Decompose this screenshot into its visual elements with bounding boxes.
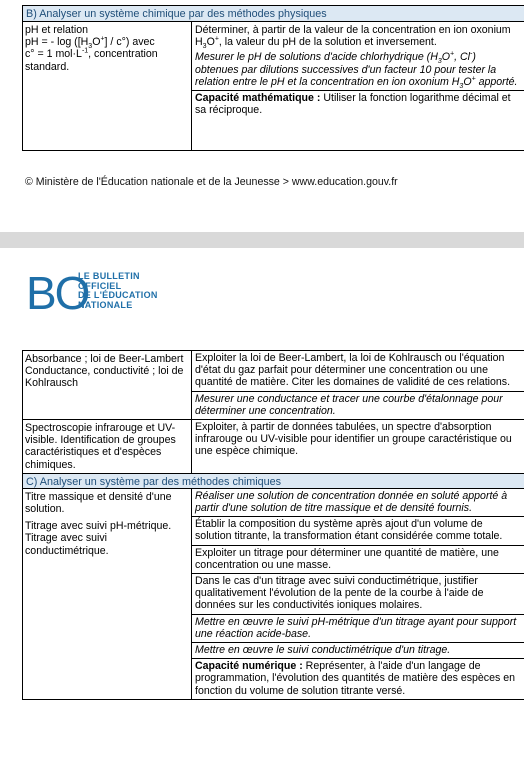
table-row (23, 419, 524, 473)
table-row (23, 22, 524, 150)
bo-logo (26, 267, 176, 319)
notion-text: pH = - $\log ([H_3O^+] / c^\circ)$ avec (25, 35, 155, 51)
capacity-text: Exploiter un titrage pour déterminer une quantité de matière, une concentration ou une masse. (192, 545, 524, 573)
table-row (23, 351, 524, 419)
notions-cell (23, 22, 192, 150)
notion-text: Titrage avec suivi pH-métrique. (25, 520, 172, 533)
section-b-heading: B) Analyser un système chimique par des méthodes physiques (23, 6, 524, 22)
capacity-text: Réaliser une solution de concentration donnée en soluté apporté à partir d'une solution de titre massique et de densité fournis. (195, 489, 508, 515)
capacity-text: Mesurer le pH de solutions d'acide chlorhydrique ($H_3O^+$, Cl-) obtenues par dilutions successives d'un facteur 10 pour tester la relation entre le pH et la concentration en ion oxonium $H_3O^+$ apporté. (195, 50, 518, 90)
page-separator (0, 232, 524, 248)
capacity-text: Mettre en œuvre le suivi pH-métrique d'un titrage ayant pour support une réaction acide-base. (192, 614, 524, 642)
notion-text: standard. (25, 60, 70, 73)
notions-cell: Spectroscopie infrarouge et UV-visible. Identification de groupes caractéristiques et d'espèces chimiques. (23, 420, 192, 473)
logo-text: LE BULLETIN OFFICIEL DE L'ÉDUCATION NATIONALE (78, 271, 158, 310)
capacity-text: Mesurer une conductance et tracer une courbe d'étalonnage pour déterminer une concentration. (192, 391, 524, 419)
notion-text: pH et relation (25, 24, 89, 36)
copyright-footer: © Ministère de l'Éducation nationale et de la Jeunesse > www.education.gouv.fr (25, 176, 398, 188)
notions-cell (23, 351, 192, 419)
notions-cell (23, 489, 192, 699)
notion-text: Absorbance ; loi de Beer-Lambert (25, 353, 184, 365)
logo-letters: BO (26, 267, 89, 319)
page-top (0, 0, 524, 232)
page-bottom (0, 248, 524, 780)
capacity-text: Établir la composition du système après ajout d'un volume de solution titrante, la transformation étant considérée comme totale. (192, 516, 524, 544)
table-row (23, 489, 524, 699)
notion-text: Titrage avec suivi conductimétrique. (25, 532, 109, 557)
capacity-text: Dans le cas d'un titrage avec suivi conductimétrique, justifier qualitativement l'évolution de la pente de la courbe à l'aide de données sur les conductivités ioniques molaires. (192, 573, 524, 614)
section-c-heading: C) Analyser un système par des méthodes chimiques (23, 473, 524, 489)
table-section-b (22, 5, 524, 151)
capacity-text: Exploiter la loi de Beer-Lambert, la loi de Kohlrausch ou l'équation d'état du gaz parfait pour déterminer une concentration ou une quantité de matière. Citer les domaines de validité de ces relations. (195, 352, 511, 389)
notion-text: Titre massique et densité d'une solution. (25, 490, 172, 516)
capacities-cell (192, 420, 524, 473)
capacities-cell (192, 351, 524, 419)
capacity-text: Mettre en œuvre le suivi conductimétrique d'un titrage. (192, 642, 524, 658)
notion-text: Conductance, conductivité ; loi de Kohlrausch (25, 365, 184, 390)
capacities-cell (192, 22, 524, 150)
capacities-cell (192, 489, 524, 699)
table-continued (22, 350, 524, 700)
capacity-text: Capacité numérique : Représenter, à l'aide d'un langage de programmation, l'évolution des quantités de matière des espèces en fonction du volume de solution titrante versé. (192, 658, 524, 699)
capacity-text: Exploiter, à partir de données tabulées, un spectre d'absorption infrarouge ou UV-visible pour identifier un groupe caractéristique ou une espèce chimique. (195, 421, 512, 458)
capacity-text: Capacité mathématique : Utiliser la fonction logarithme décimal et sa réciproque. (192, 90, 524, 118)
notion-text: c° = 1 $mol\cdot L^{-1}$, concentration (25, 47, 158, 61)
capacity-text: Déterminer, à partir de la valeur de la concentration en ion oxonium $H_3O^+$, la valeur du pH de la solution et inversement. (195, 24, 511, 51)
